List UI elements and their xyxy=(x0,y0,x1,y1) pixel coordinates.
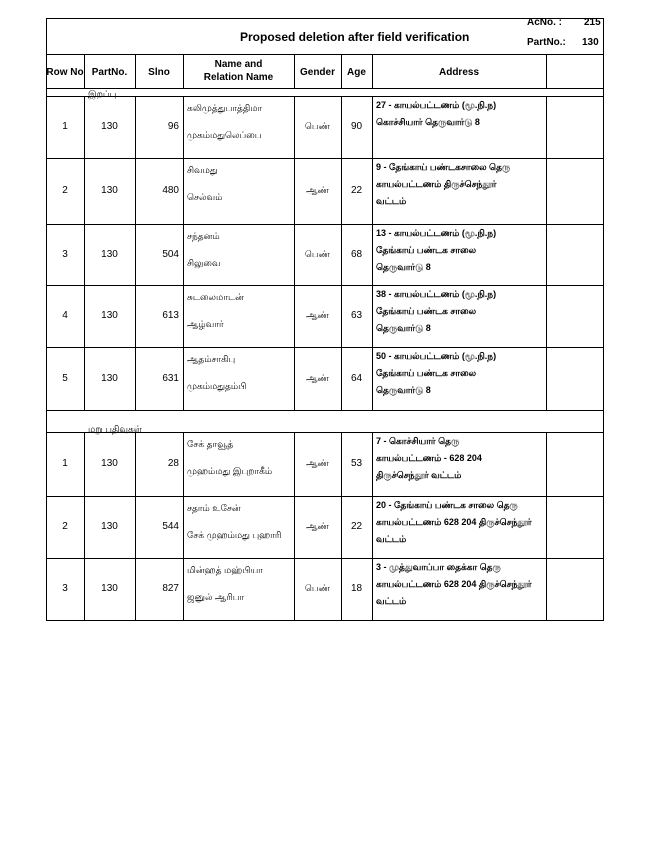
cell-separator xyxy=(546,158,547,224)
section-divider xyxy=(46,96,604,97)
age: 53 xyxy=(350,458,363,469)
address-line: தெருவார்டு 8 xyxy=(376,262,431,272)
elector-name: கலிமுத்துபாத்திமா xyxy=(187,103,263,113)
elector-name: சதாம் உசேன் xyxy=(187,503,241,513)
address-line: 3 - முத்துவாப்பா தைக்கா தெரு xyxy=(376,562,501,572)
part-number: 130 xyxy=(101,248,118,260)
relation-name: சிலுவை xyxy=(187,258,221,268)
cell-separator xyxy=(183,496,184,558)
cell-separator xyxy=(546,347,547,410)
relation-name: முகம்மதுலெப்பை xyxy=(187,130,262,140)
cell-separator xyxy=(372,432,373,496)
row-bottom-line xyxy=(46,496,604,497)
address-line: காயல்பட்டணம் - 628 204 xyxy=(376,453,482,463)
cell-separator xyxy=(372,285,373,347)
header-top-line xyxy=(46,54,604,55)
address-line: 20 - தேங்காய் பண்டக சாலை தெரு xyxy=(376,500,518,510)
row-bottom-line xyxy=(46,285,604,286)
column-header-name-line2: Relation Name xyxy=(203,72,274,83)
part-number: 130 xyxy=(101,583,118,594)
ac-no-value: 215 xyxy=(584,17,601,28)
relation-name: ஆழ்வார் xyxy=(187,319,224,329)
gender: பெண் xyxy=(304,583,331,593)
part-no-value: 130 xyxy=(582,37,599,48)
address-line: காயல்பட்டணம் 628 204 திருச்செந்தூர் xyxy=(376,579,532,589)
age: 64 xyxy=(350,372,363,384)
address-line: வட்டம் xyxy=(376,534,407,544)
row-bottom-line xyxy=(46,158,604,159)
serial-number: 28 xyxy=(167,458,179,469)
address-line: காயல்பட்டணம் 628 204 திருச்செந்தூர் xyxy=(376,517,532,527)
column-header-name xyxy=(183,58,294,84)
address-line: தெருவார்டு 8 xyxy=(376,323,431,333)
elector-name: சுடலைமாடன் xyxy=(187,292,244,302)
gender: ஆண் xyxy=(306,458,329,468)
serial-number: 480 xyxy=(162,185,179,196)
address-line: 13 - காயல்பட்டணம் (மூ.நி.ந) xyxy=(376,228,497,238)
document-title: Proposed deletion after field verification xyxy=(240,30,470,44)
column-header-name-line1: Name and xyxy=(214,59,263,70)
cell-separator xyxy=(372,347,373,410)
table-top-border xyxy=(46,18,604,19)
serial-number: 613 xyxy=(162,310,179,321)
row-number: 2 xyxy=(62,185,68,196)
address-line: 27 - காயல்பட்டணம் (மூ.நி.ந) xyxy=(376,100,497,110)
cell-separator xyxy=(546,96,547,158)
row-number: 2 xyxy=(62,521,68,532)
ac-no-label: AcNo. : xyxy=(527,17,562,28)
cell-separator xyxy=(183,158,184,224)
cell-separator xyxy=(183,432,184,496)
relation-name: முகம்மதுதம்பி xyxy=(187,381,247,391)
part-number: 130 xyxy=(101,310,118,321)
address-line: காயல்பட்டணம் திருச்செந்தூர் xyxy=(376,179,497,189)
elector-name: சேக் தாவூத் xyxy=(187,439,234,449)
cell-separator xyxy=(183,347,184,410)
row-number: 4 xyxy=(62,310,68,321)
column-header-slno: Slno xyxy=(148,67,170,78)
cell-separator xyxy=(372,496,373,558)
relation-name: முஹம்மது இபுறாகீம் xyxy=(187,466,273,476)
elector-name: சிவமது xyxy=(187,165,218,175)
column-header-age: Age xyxy=(347,67,366,78)
part-no-label: PartNo.: xyxy=(527,37,566,48)
age: 18 xyxy=(350,583,363,594)
age: 90 xyxy=(350,121,363,132)
cell-separator xyxy=(546,558,547,620)
relation-name: ஜனுல் ஆரிபா xyxy=(187,592,245,602)
column-header-address: Address xyxy=(438,67,479,78)
cell-separator xyxy=(546,496,547,558)
cell-separator xyxy=(546,432,547,496)
row-number: 3 xyxy=(62,248,68,260)
address-line: தெருவார்டு 8 xyxy=(376,385,431,395)
address-line: தேங்காய் பண்டக சாலை xyxy=(376,245,477,255)
section-divider xyxy=(46,432,604,433)
row-number: 1 xyxy=(62,458,68,469)
cell-separator xyxy=(372,558,373,620)
serial-number: 827 xyxy=(162,583,179,594)
address-line: 38 - காயல்பட்டணம் (மூ.நி.ந) xyxy=(376,289,497,299)
relation-name: செல்வம் xyxy=(187,192,223,202)
gender: பெண் xyxy=(304,121,331,131)
part-number: 130 xyxy=(101,185,118,196)
section-label: இறப்பு xyxy=(88,89,117,99)
header-sep xyxy=(546,54,547,88)
serial-number: 544 xyxy=(162,521,179,532)
row-bottom-line xyxy=(46,347,604,348)
cell-separator xyxy=(183,285,184,347)
age: 68 xyxy=(350,248,363,260)
address-line: தேங்காய் பண்டக சாலை xyxy=(376,306,477,316)
address-line: வட்டம் xyxy=(376,196,407,206)
part-number: 130 xyxy=(101,521,118,532)
cell-separator xyxy=(546,285,547,347)
serial-number: 96 xyxy=(167,121,179,132)
age: 22 xyxy=(350,185,363,196)
elector-name: ஆதம்சாகிபு xyxy=(187,354,236,364)
address-line: 7 - கொச்சியார் தெரு xyxy=(376,436,460,446)
section-label: மறு பதிவுகள் xyxy=(88,424,142,434)
column-header-gender: Gender xyxy=(299,67,335,78)
row-number: 3 xyxy=(62,583,68,594)
column-header-part-no: PartNo. xyxy=(91,67,128,78)
cell-separator xyxy=(546,224,547,285)
address-line: கொச்சியார் தெருவார்டு 8 xyxy=(376,117,480,127)
gender: ஆண் xyxy=(306,185,329,195)
row-bottom-line xyxy=(46,410,604,411)
row-number: 1 xyxy=(62,121,68,132)
serial-number: 504 xyxy=(162,248,179,260)
serial-number: 631 xyxy=(162,372,179,384)
row-bottom-line xyxy=(46,224,604,225)
address-line: தேங்காய் பண்டக சாலை xyxy=(376,368,477,378)
part-number: 130 xyxy=(101,372,118,384)
address-line: 9 - தேங்காய் பண்டகசாலை தெரு xyxy=(376,162,511,172)
elector-name: மின்ஹத் மஹ்பியா xyxy=(187,565,263,575)
gender: பெண் xyxy=(304,248,331,259)
cell-separator xyxy=(183,224,184,285)
cell-separator xyxy=(372,224,373,285)
part-number: 130 xyxy=(101,458,118,469)
column-header-row-no: Row No xyxy=(46,67,84,78)
row-number: 5 xyxy=(62,372,68,384)
row-bottom-line xyxy=(46,558,604,559)
header-bottom-line xyxy=(46,88,604,89)
cell-separator xyxy=(183,96,184,158)
address-line: 50 - காயல்பட்டணம் (மூ.நி.ந) xyxy=(376,351,497,361)
table-right-border xyxy=(603,18,604,620)
address-line: வட்டம் xyxy=(376,596,407,606)
gender: ஆண் xyxy=(306,310,329,320)
gender: ஆண் xyxy=(306,372,329,383)
relation-name: சேக் முஹம்மது புஹாரி xyxy=(187,530,282,540)
gender: ஆண் xyxy=(306,521,329,531)
elector-name: சந்தனம் xyxy=(187,231,220,241)
row-bottom-line xyxy=(46,620,604,621)
cell-separator xyxy=(183,558,184,620)
age: 63 xyxy=(350,310,363,321)
cell-separator xyxy=(372,158,373,224)
part-number: 130 xyxy=(101,121,118,132)
address-line: திருச்செந்தூர் வட்டம் xyxy=(376,470,462,480)
age: 22 xyxy=(350,521,363,532)
cell-separator xyxy=(372,96,373,158)
